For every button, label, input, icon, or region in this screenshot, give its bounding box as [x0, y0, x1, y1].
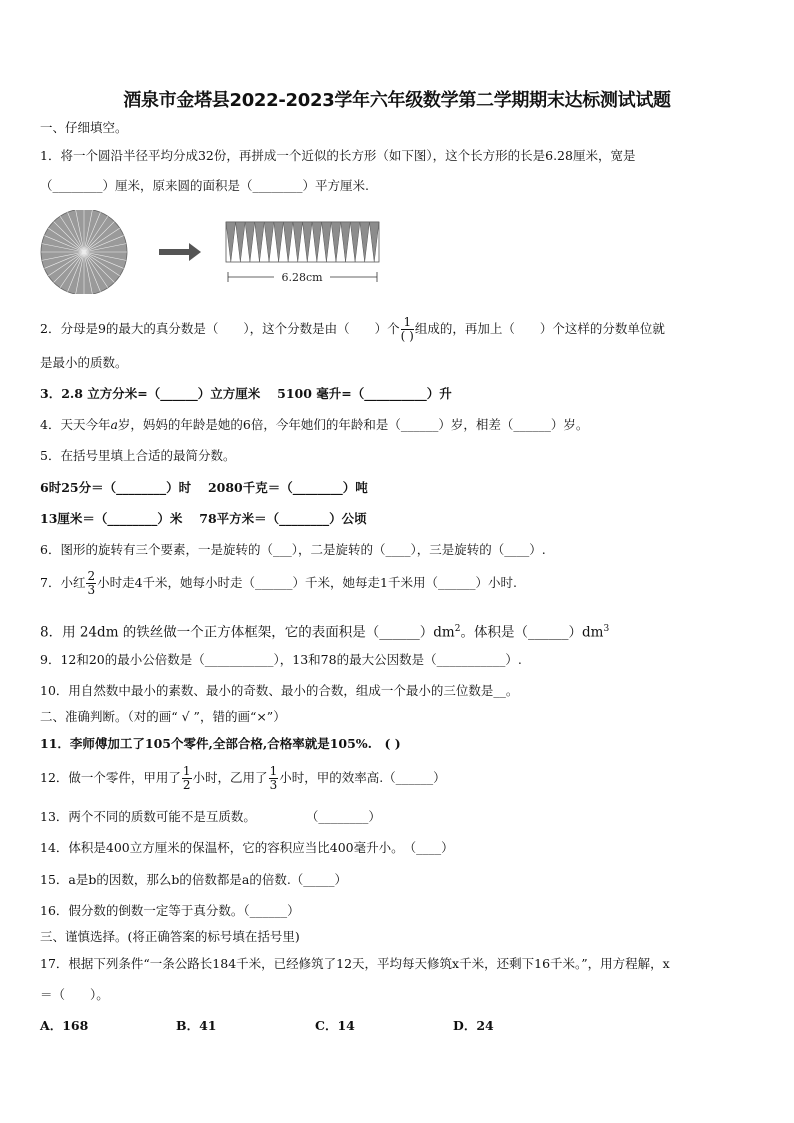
- answer-blank[interactable]: ________: [252, 178, 303, 193]
- question-10: 10．用自然数中最小的素数、最小的奇数、最小的合数，组成一个最小的三位数是__。: [40, 683, 519, 698]
- arrow-icon: [159, 243, 201, 261]
- section-1-heading: 一、仔细填空。: [40, 120, 128, 135]
- question-16: 16．假分数的倒数一定等于真分数。（______）: [40, 903, 300, 918]
- question-8: 8．用 24dm 的铁丝做一个正方体框架，它的表面积是$(\_\_\_\_\_\_)dm^2$。体积是$(\_\_\_\_\_\_)dm^3$: [40, 624, 610, 641]
- question-2-line-1: 2．分母是9的最大的真分数是（ ），这个分数是由（ ）个 $\frac{1}{( )}$ 组成的，再加上（ ）个这样的分数单位就: [40, 315, 665, 343]
- question-5-heading: 5．在括号里填上合适的最简分数。: [40, 448, 236, 463]
- question-11: 11．李师傅加工了105个零件,全部合格,合格率就是105%. ( ): [40, 736, 401, 751]
- unit-fraction: $\frac{1}{( )}$: [400, 315, 414, 343]
- divided-circle-icon: [41, 210, 127, 294]
- question-17-line-1: 17．根据下列条件“一条公路长184千米，已经修筑了12天，平均每天修筑x千米，还剩下16千米。”，用方程解，x: [40, 956, 670, 971]
- question-6: 6．图形的旋转有三个要素，一是旋转的（___），二是旋转的（____），三是旋转的（____）.: [40, 542, 546, 557]
- question-14: 14．体积是400立方厘米的保温杯，它的容积应当比400毫升小。 （____）: [40, 840, 454, 855]
- section-2-heading: 二、准确判断。（对的画“ √ ”，错的画“×”）: [40, 709, 286, 724]
- dimension-label: 6.28cm: [281, 271, 323, 284]
- fraction-one-third: $\frac{1}{3}$: [269, 764, 278, 792]
- question-7: 7．小红 $\frac{2}{3}$ 小时走4千米，她每小时走（______）千米，她每走1千米用（______）小时.: [40, 569, 517, 597]
- circle-rearrangement-figure: [36, 210, 386, 294]
- question-13: 13．两个不同的质数可能不是互质数。 （________）: [40, 809, 381, 824]
- dimension-line: [228, 270, 377, 284]
- question-2-line-2: 是最小的质数。: [40, 355, 128, 370]
- answer-blank[interactable]: ________: [52, 178, 103, 193]
- question-12: 12．做一个零件，甲用了 $\frac{1}{2}$ 小时，乙用了 $\frac{1}{3}$ 小时，甲的效率高.（______）: [40, 764, 446, 792]
- question-9: 9．12和20的最小公倍数是（___________），13和78的最大公因数是（___________）.: [40, 652, 522, 667]
- question-5-line-2: 13厘米＝（________）米 78平方米＝（________）公顷: [40, 511, 367, 526]
- question-5-line-1: 6时25分＝（________）时 2080千克＝（________）吨: [40, 480, 368, 495]
- question-3: 3．2.8 立方分米=（______）立方厘米 5100 毫升=（__________）升: [40, 386, 452, 401]
- option-c[interactable]: C．14: [315, 1018, 355, 1033]
- rearranged-rectangle-icon: [226, 222, 379, 262]
- fraction-one-half: $\frac{1}{2}$: [182, 764, 191, 792]
- question-1-line-2: （________）厘米，原来圆的面积是（________）平方厘米.: [40, 178, 370, 193]
- fraction-two-thirds: $\frac{2}{3}$: [87, 569, 96, 597]
- question-17-line-2: ＝（ ）。: [40, 987, 109, 1002]
- option-a[interactable]: A．168: [40, 1018, 89, 1033]
- exam-title: 酒泉市金塔县2022-2023学年六年级数学第二学期期末达标测试试题: [123, 90, 671, 111]
- option-d[interactable]: D．24: [453, 1018, 494, 1033]
- option-b[interactable]: B．41: [176, 1018, 217, 1033]
- question-15: 15．a是b的因数，那么b的倍数都是a的倍数.（_____）: [40, 872, 348, 887]
- section-3-heading: 三、谨慎选择。(将正确答案的标号填在括号里): [40, 929, 300, 944]
- question-4: 4．天天今年a岁，妈妈的年龄是她的6倍，今年她们的年龄和是（______）岁，相差（______）岁。: [40, 417, 589, 432]
- question-1-line-1: 1．将一个圆沿半径平均分成32份，再拼成一个近似的长方形（如下图），这个长方形的长是6.28厘米，宽是: [40, 148, 636, 163]
